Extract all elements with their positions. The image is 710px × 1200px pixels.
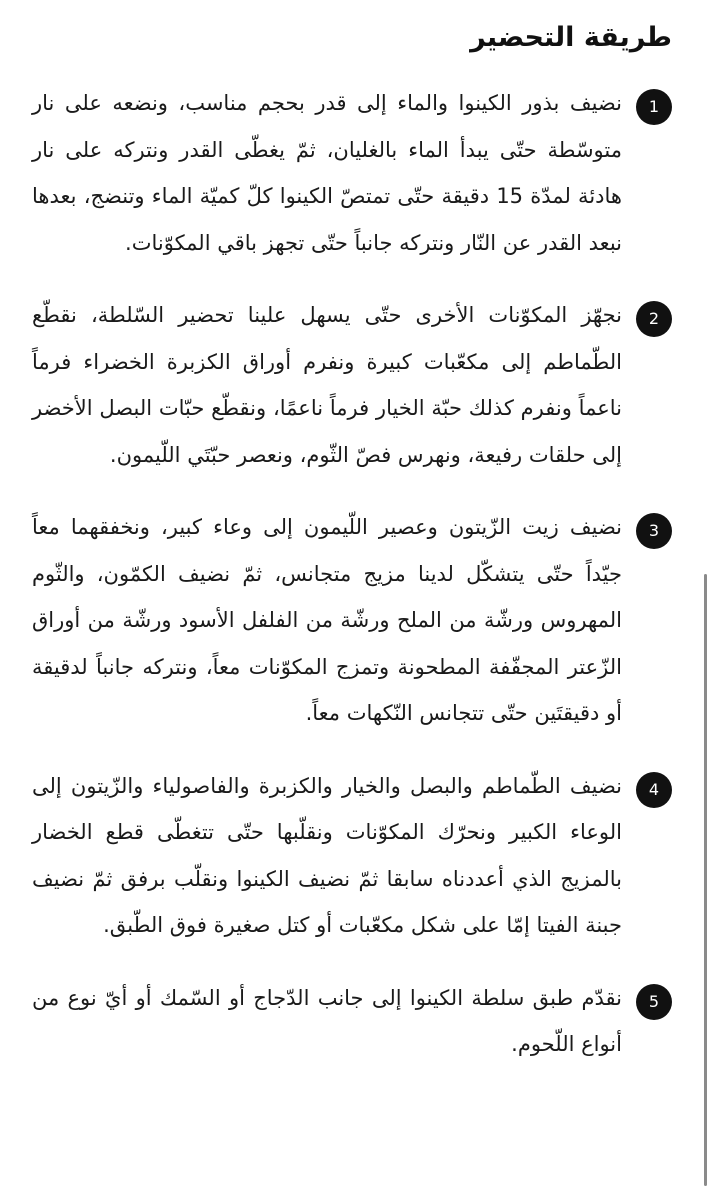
vertical-scrollbar[interactable] [704,574,707,1186]
step-text: نضيف بذور الكينوا والماء إلى قدر بحجم مناسب، ونضعه على نار متوسّطة حتّى يبدأ الماء بالغليان، ثمّ يغطّى القدر ونتركه على نار هادئة لمدّة 15 دقيقة حتّى تمتصّ الكينوا كلّ كميّة الماء وتنضج، بعدها نبعد القدر عن النّار ونتركه جانباً حتّى تجهز باقي المكوّنات. [32,91,622,255]
step-item-5 [32,975,672,1068]
section-heading: طريقة التحضير [470,22,672,53]
step-text: نضيف زيت الزّيتون وعصير اللّيمون إلى وعاء كبير، ونخفقهما معاً جيّداً حتّى يتشكّل لدينا مزيج متجانس، ثمّ نضيف الكمّون، والثّوم المهروس ورشّة من الملح ورشّة من الفلفل الأسود ورشّة من أوراق الزّعتر المجفّفة المطحونة وتمزج المكوّنات معاً، ونتركه جانباً لدقيقة أو دقيقتَين حتّى تتجانس النّكهات معاً. [32,515,622,725]
step-number-badge: 1 [636,89,672,125]
step-item-2 [32,292,672,478]
step-item-1 [32,80,672,266]
step-text: نجهّز المكوّنات الأخرى حتّى يسهل علينا تحضير السّلطة، نقطّع الطّماطم إلى مكعّبات كبيرة ونفرم أوراق الكزبرة الخضراء فرماً ناعماً ونفرم كذلك حبّة الخيار فرماً ناعمًا، ونقطّع حبّات البصل الأخضر إلى حلقات رفيعة، ونهرس فصّ الثّوم، ونعصر حبّتَي اللّيمون. [32,303,622,467]
step-item-4 [32,763,672,949]
preparation-steps-list [32,80,672,1094]
step-number-badge: 3 [636,513,672,549]
step-number-badge: 2 [636,301,672,337]
step-item-3 [32,504,672,737]
step-text: نقدّم طبق سلطة الكينوا إلى جانب الدّجاج أو السّمك أو أيّ نوع من أنواع اللّحوم. [32,985,622,1056]
step-number-badge: 5 [636,984,672,1020]
step-text: نضيف الطّماطم والبصل والخيار والكزبرة والفاصولياء والزّيتون إلى الوعاء الكبير ونحرّك المكوّنات ونقلّبها حتّى تتغطّى قطع الخضار بالمزيج الذي أعددناه سابقا ثمّ نضيف الكينوا ونقلّب برفق ثمّ نضيف جبنة الفيتا إمّا على شكل مكعّبات أو كتل صغيرة فوق الطّبق. [32,773,622,937]
step-number-badge: 4 [636,772,672,808]
